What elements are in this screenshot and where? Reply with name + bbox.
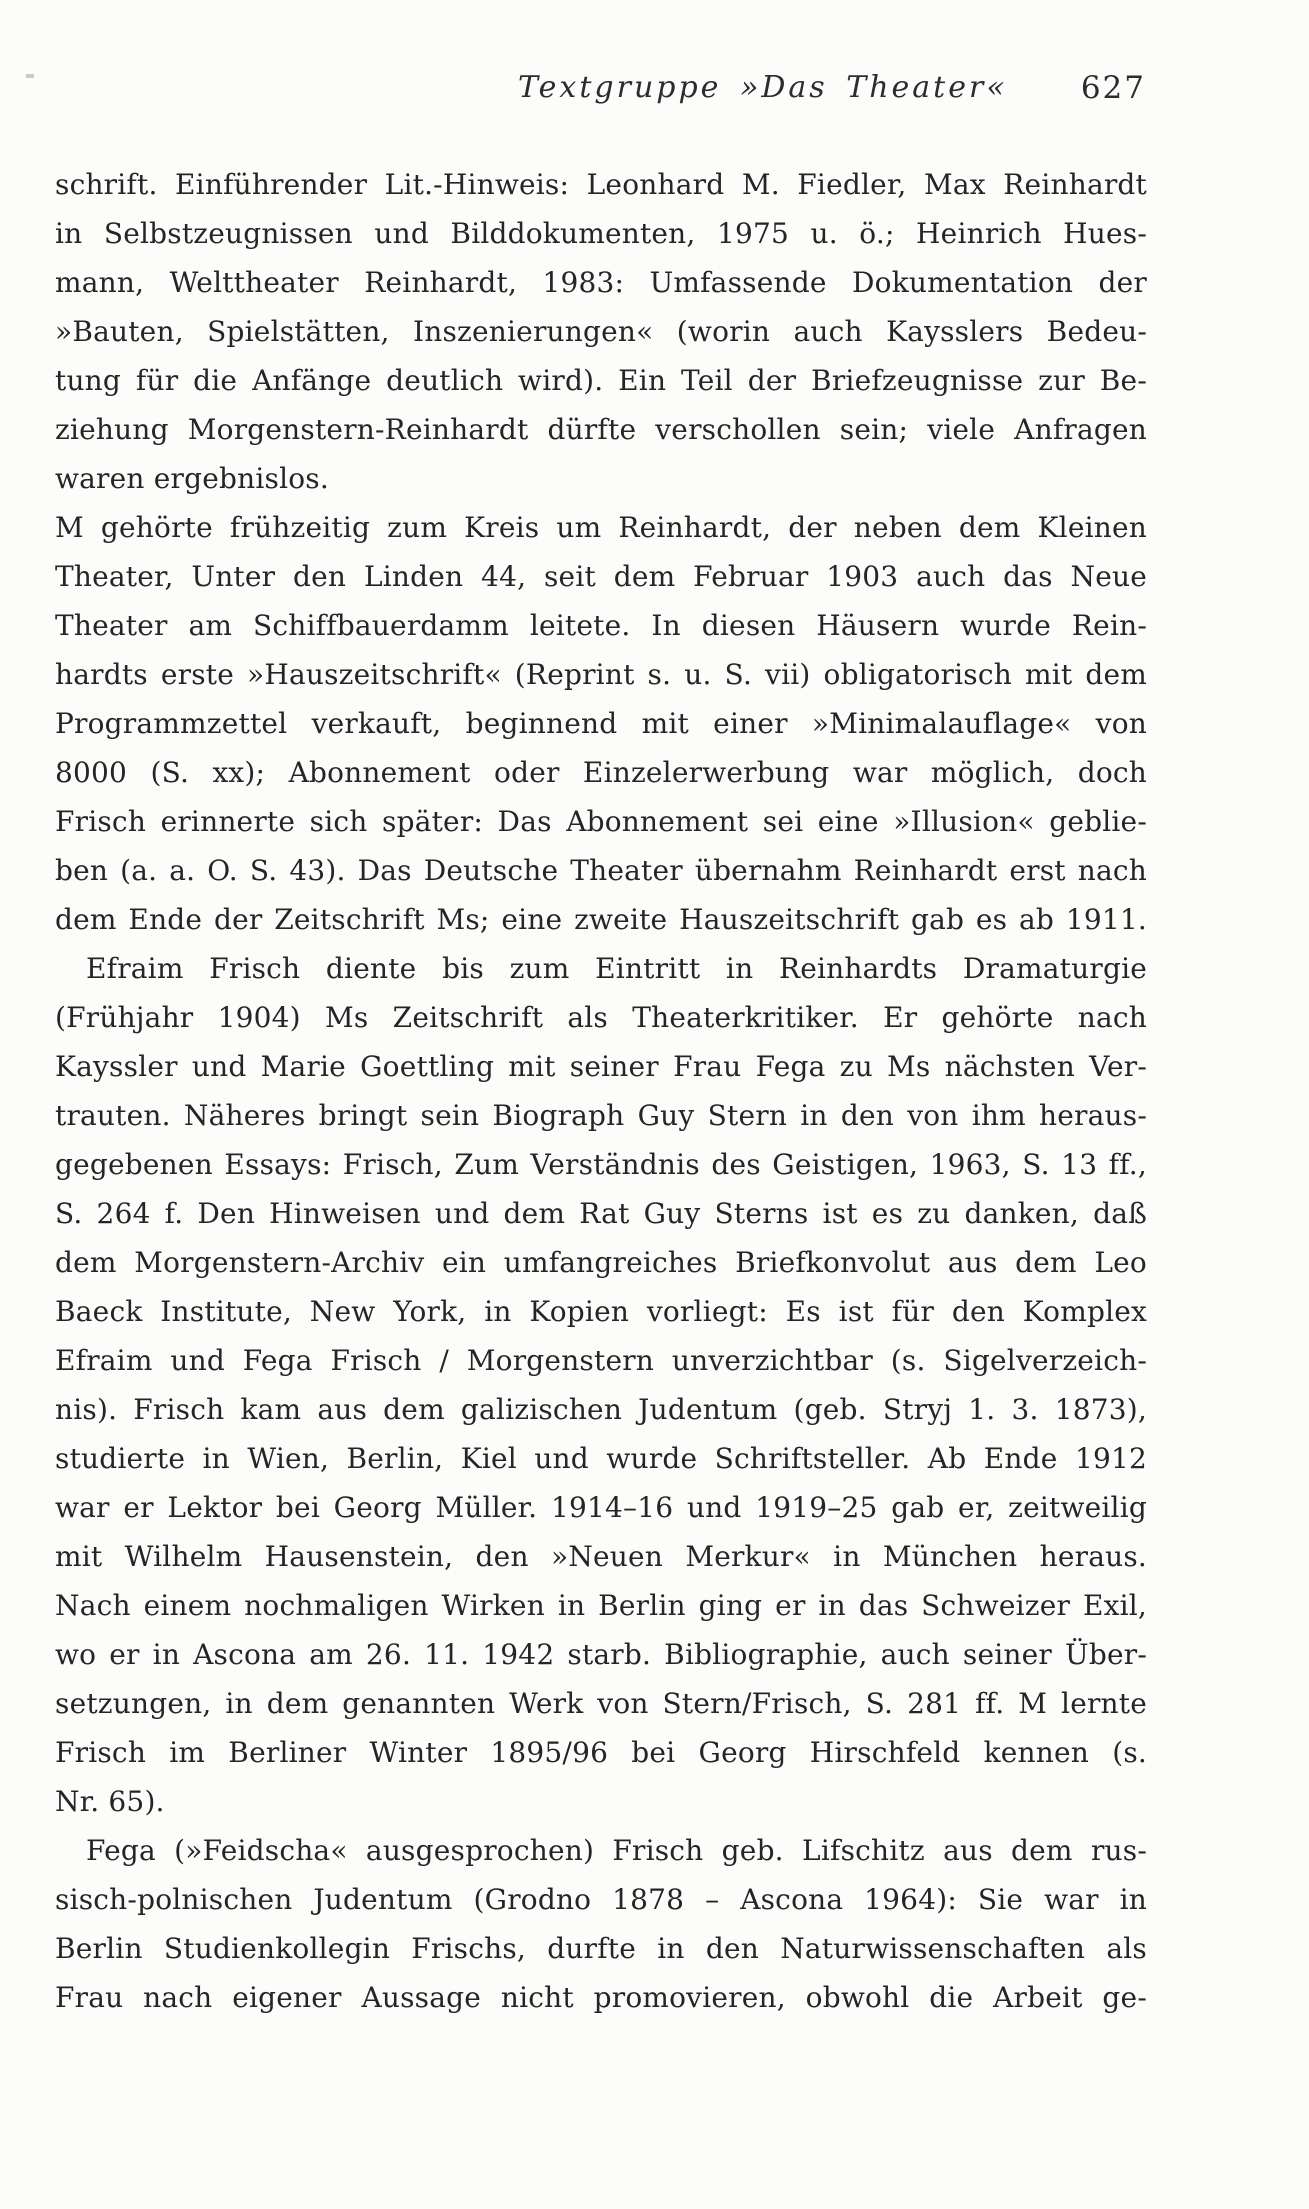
text-line: Nach einem nochmaligen Wirken in Berlin ging er in das Schweizer Exil, [55,1589,1147,1622]
text-line: mann, Welttheater Reinhardt, 1983: Umfassende Dokumentation der [55,266,1147,299]
text-line: in Selbstzeugnissen und Bilddokumenten, 1975 u. ö.; Heinrich Hues- [55,217,1147,250]
text-line: Efraim Frisch diente bis zum Eintritt in Reinhardts Dramaturgie [86,952,1147,985]
text-line: dem Morgenstern-Archiv ein umfangreiches Briefkonvolut aus dem Leo [55,1246,1147,1279]
text-line: Frisch erinnerte sich später: Das Abonnement sei eine »Illusion« geblie- [55,805,1147,838]
text-line: schrift. Einführender Lit.-Hinweis: Leonhard M. Fiedler, Max Reinhardt [55,168,1147,201]
text-line: (Frühjahr 1904) Ms Zeitschrift als Theaterkritiker. Er gehörte nach [55,1001,1147,1034]
text-line: 8000 (S. xx); Abonnement oder Einzelerwerbung war möglich, doch [55,756,1147,789]
running-header [0,70,1309,119]
text-line: nis). Frisch kam aus dem galizischen Judentum (geb. Stryj 1. 3. 1873), [55,1393,1147,1426]
text-line: Fega (»Feidscha« ausgesprochen) Frisch geb. Lifschitz aus dem rus- [86,1834,1147,1867]
text-line: Theater, Unter den Linden 44, seit dem Februar 1903 auch das Neue [55,560,1147,593]
text-line: Baeck Institute, New York, in Kopien vorliegt: Es ist für den Komplex [55,1295,1147,1328]
text-line: waren ergebnislos. [55,462,329,495]
text-line: M gehörte frühzeitig zum Kreis um Reinhardt, der neben dem Kleinen [55,511,1147,544]
text-line: hardts erste »Hauszeitschrift« (Reprint s. u. S. vii) obligatorisch mit dem [55,658,1147,691]
body-text [55,160,1147,2022]
text-line: war er Lektor bei Georg Müller. 1914–16 und 1919–25 gab er, zeitweilig [55,1491,1147,1524]
text-line: ben (a. a. O. S. 43). Das Deutsche Theater übernahm Reinhardt erst nach [55,854,1147,887]
text-line: setzungen, in dem genannten Werk von Stern/Frisch, S. 281 ff. M lernte [55,1687,1147,1720]
text-line: Theater am Schiffbauerdamm leitete. In diesen Häusern wurde Rein- [55,609,1147,642]
text-line: Efraim und Fega Frisch / Morgenstern unverzichtbar (s. Sigelverzeich- [55,1344,1147,1377]
text-line: Frisch im Berliner Winter 1895/96 bei Georg Hirschfeld kennen (s. [55,1736,1147,1769]
text-line: studierte in Wien, Berlin, Kiel und wurde Schriftsteller. Ab Ende 1912 [55,1442,1147,1475]
text-line: sisch-polnischen Judentum (Grodno 1878 – Ascona 1964): Sie war in [55,1883,1147,1916]
text-line: dem Ende der Zeitschrift Ms; eine zweite Hauszeitschrift gab es ab 1911. [55,903,1147,936]
text-line: »Bauten, Spielstätten, Inszenierungen« (worin auch Kaysslers Bedeu- [55,315,1147,348]
text-line: ziehung Morgenstern-Reinhardt dürfte verschollen sein; viele Anfragen [55,413,1147,446]
text-line: Kayssler und Marie Goettling mit seiner Frau Fega zu Ms nächsten Ver- [55,1050,1147,1083]
text-line: S. 264 f. Den Hinweisen und dem Rat Guy Sterns ist es zu danken, daß [55,1197,1147,1230]
text-line: Programmzettel verkauft, beginnend mit einer »Minimalauflage« von [55,707,1147,740]
text-line: Berlin Studienkollegin Frischs, durfte in den Naturwissenschaften als [55,1932,1147,1965]
page-number: 627 [1080,70,1146,106]
text-line: Frau nach eigener Aussage nicht promovieren, obwohl die Arbeit ge- [55,1981,1147,2014]
header-title: Textgruppe »Das Theater« [518,70,1008,105]
text-line: mit Wilhelm Hausenstein, den »Neuen Merkur« in München heraus. [55,1540,1147,1573]
text-line: Nr. 65). [55,1785,165,1818]
text-line: tung für die Anfänge deutlich wird). Ein Teil der Briefzeugnisse zur Be- [55,364,1147,397]
text-line: trauten. Näheres bringt sein Biograph Guy Stern in den von ihm heraus- [55,1099,1147,1132]
text-line: wo er in Ascona am 26. 11. 1942 starb. Bibliographie, auch seiner Über- [55,1638,1147,1671]
text-line: gegebenen Essays: Frisch, Zum Verständnis des Geistigen, 1963, S. 13 ff., [55,1148,1147,1181]
